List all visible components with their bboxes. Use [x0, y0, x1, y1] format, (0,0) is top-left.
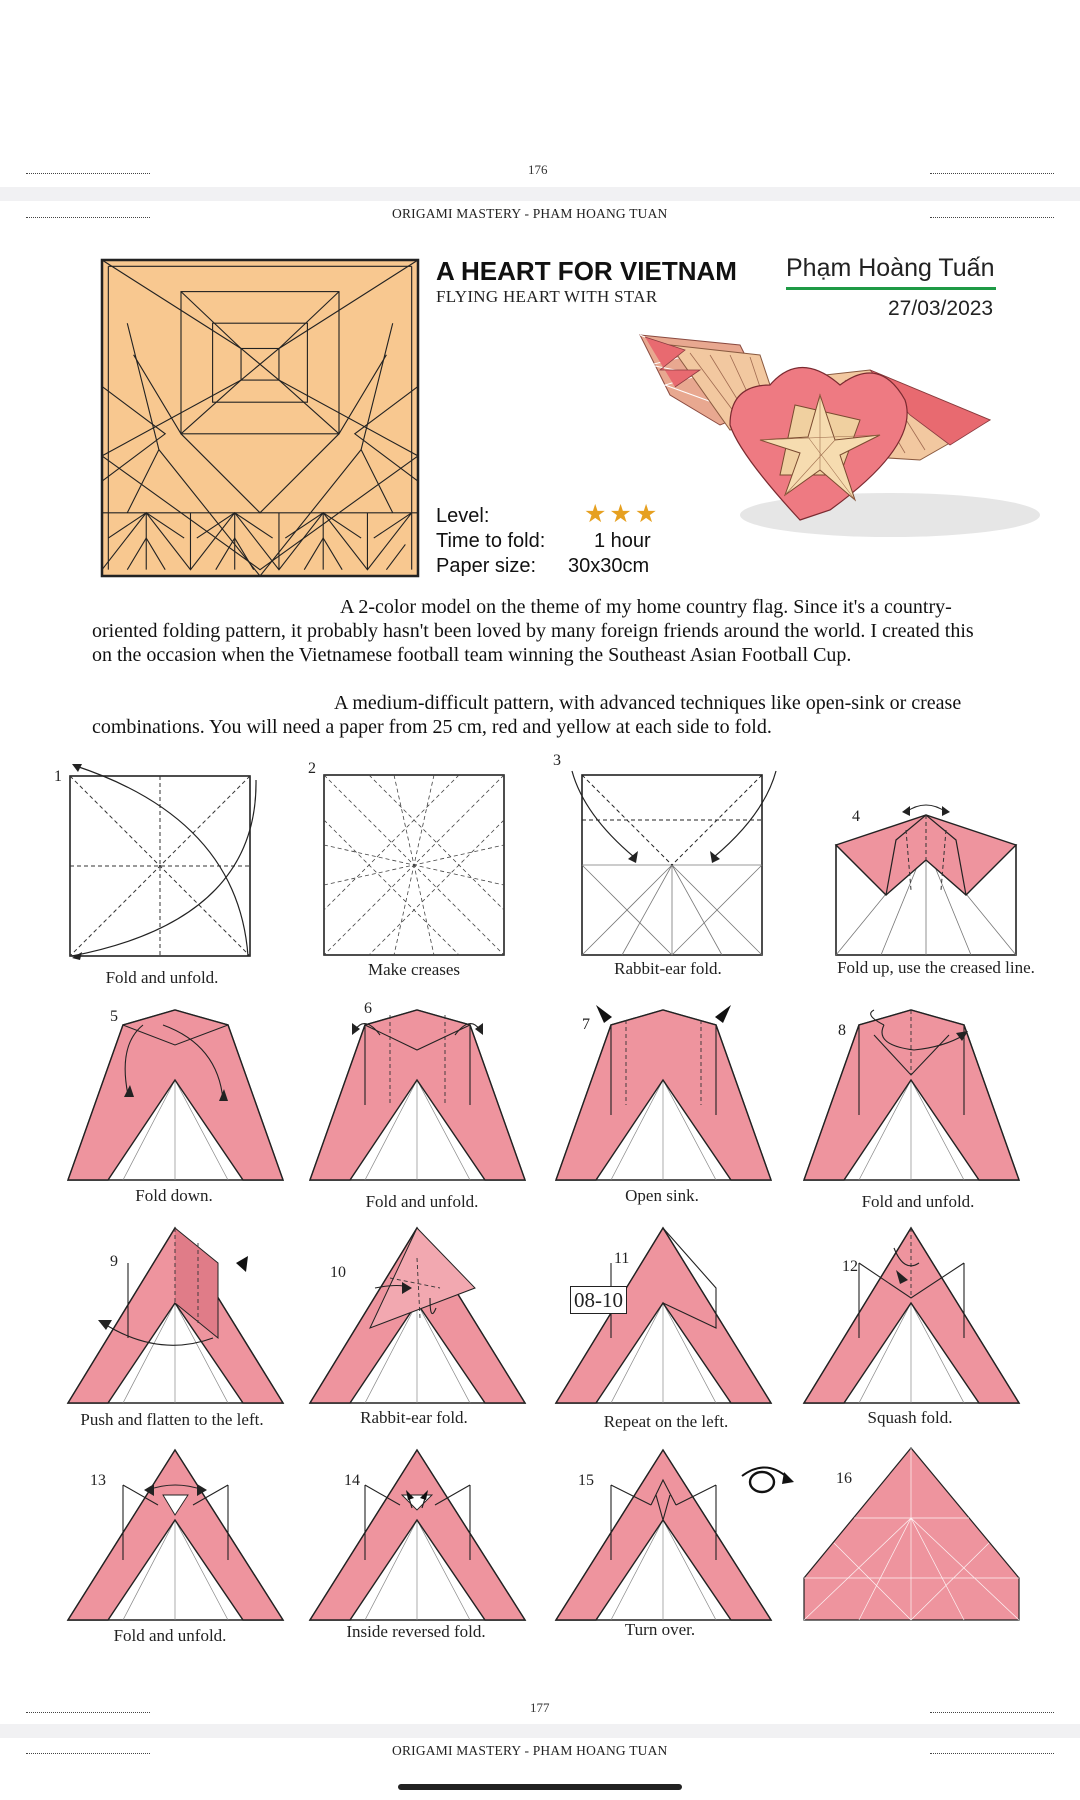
level-stars: ★★★ — [584, 501, 661, 528]
step-10-diagram — [310, 1228, 525, 1403]
step-14-caption: Inside reversed fold. — [346, 1622, 486, 1641]
step-13-number: 13 — [90, 1472, 106, 1489]
flying-heart-illustration — [630, 325, 1050, 550]
model-subtitle: FLYING HEART WITH STAR — [436, 287, 658, 306]
step-4-number: 4 — [852, 808, 860, 825]
step-2-diagram — [324, 775, 504, 955]
step-14-number: 14 — [344, 1472, 360, 1489]
page-separator — [0, 187, 1080, 201]
page-footer-header: ORIGAMI MASTERY - PHAM HOANG TUAN — [392, 1743, 668, 1758]
step-11-number: 11 — [614, 1250, 630, 1267]
step-14-diagram — [310, 1450, 525, 1620]
step-2-caption: Make creases — [367, 960, 461, 979]
step-6-diagram — [310, 1005, 525, 1180]
date: 27/03/2023 — [888, 297, 994, 320]
description-paragraph-2: A medium-difficult pattern, with advanced techniques like open-sink or crease combinations. You will need a paper from 25 cm, red and yellow at each side to fold. — [92, 692, 962, 738]
paper-label: Paper size: — [436, 555, 537, 577]
step-16-number: 16 — [836, 1470, 852, 1487]
divider — [930, 217, 1054, 218]
step-9-caption: Push and flatten to the left. — [80, 1410, 264, 1429]
divider — [26, 217, 150, 218]
step-3-caption: Rabbit-ear fold. — [614, 959, 722, 978]
step-12-number: 12 — [842, 1258, 858, 1275]
author-name: Phạm Hoàng Tuấn — [786, 254, 995, 282]
step-9-number: 9 — [110, 1253, 118, 1270]
divider — [930, 1712, 1054, 1713]
step-11-caption: Repeat on the left. — [603, 1412, 729, 1431]
divider — [930, 173, 1054, 174]
step-8-caption: Fold and unfold. — [861, 1192, 975, 1211]
level-label: Level: — [436, 505, 490, 527]
step-6-number: 6 — [364, 1000, 372, 1017]
step-4-diagram — [836, 800, 1016, 955]
top-page-number: 176 — [528, 162, 548, 177]
paper-value: 30x30cm — [568, 555, 650, 577]
time-value: 1 hour — [594, 530, 651, 552]
step-15-number: 15 — [578, 1472, 594, 1489]
page-separator — [0, 1724, 1080, 1738]
step-11-diagram — [556, 1228, 771, 1403]
step-10-caption: Rabbit-ear fold. — [360, 1408, 468, 1427]
step-3-diagram — [564, 765, 784, 955]
step-5-number: 5 — [110, 1008, 118, 1025]
step-7-diagram — [556, 1005, 771, 1180]
description-paragraph-1: A 2-color model on the theme of my home country flag. Since it's a country-oriented folding pattern, it probably hasn't been loved by many foreign friends around the world. I created this on the occasion when the Vietnamese football team winning the Southeast Asian Football Cup. — [92, 596, 974, 666]
step-7-caption: Open sink. — [625, 1186, 699, 1205]
step-12-diagram — [804, 1228, 1019, 1403]
author-underline — [786, 287, 996, 290]
step-10-number: 10 — [330, 1264, 346, 1281]
step-1-diagram — [68, 760, 258, 965]
step-13-caption: Fold and unfold. — [113, 1626, 227, 1645]
step-15-caption: Turn over. — [624, 1620, 696, 1639]
step-13-diagram — [68, 1450, 283, 1620]
step-7-number: 7 — [582, 1016, 590, 1033]
step-5-diagram — [68, 1005, 283, 1180]
step-1-caption: Fold and unfold. — [105, 968, 219, 987]
crease-pattern-image — [102, 260, 418, 576]
home-indicator[interactable] — [398, 1784, 682, 1790]
step-5-caption: Fold down. — [135, 1186, 213, 1205]
page-header: ORIGAMI MASTERY - PHAM HOANG TUAN — [392, 206, 668, 221]
model-title: A HEART FOR VIETNAM — [436, 256, 737, 286]
divider — [26, 173, 150, 174]
divider — [930, 1753, 1054, 1754]
time-label: Time to fold: — [436, 530, 546, 552]
step-12-caption: Squash fold. — [867, 1408, 953, 1427]
repeat-steps-label: 08-10 — [570, 1286, 627, 1314]
step-9-diagram — [68, 1228, 283, 1403]
step-16-diagram — [804, 1448, 1019, 1620]
bottom-page-number: 177 — [530, 1700, 550, 1715]
step-3-number: 3 — [553, 752, 561, 769]
step-8-diagram — [804, 1005, 1019, 1180]
step-2-number: 2 — [308, 760, 316, 777]
divider — [26, 1712, 150, 1713]
divider — [26, 1753, 150, 1754]
step-1-number: 1 — [54, 768, 62, 785]
step-6-caption: Fold and unfold. — [365, 1192, 479, 1211]
step-4-caption: Fold up, use the creased line. — [837, 958, 1035, 977]
step-8-number: 8 — [838, 1022, 846, 1039]
turn-over-icon — [736, 1464, 796, 1498]
